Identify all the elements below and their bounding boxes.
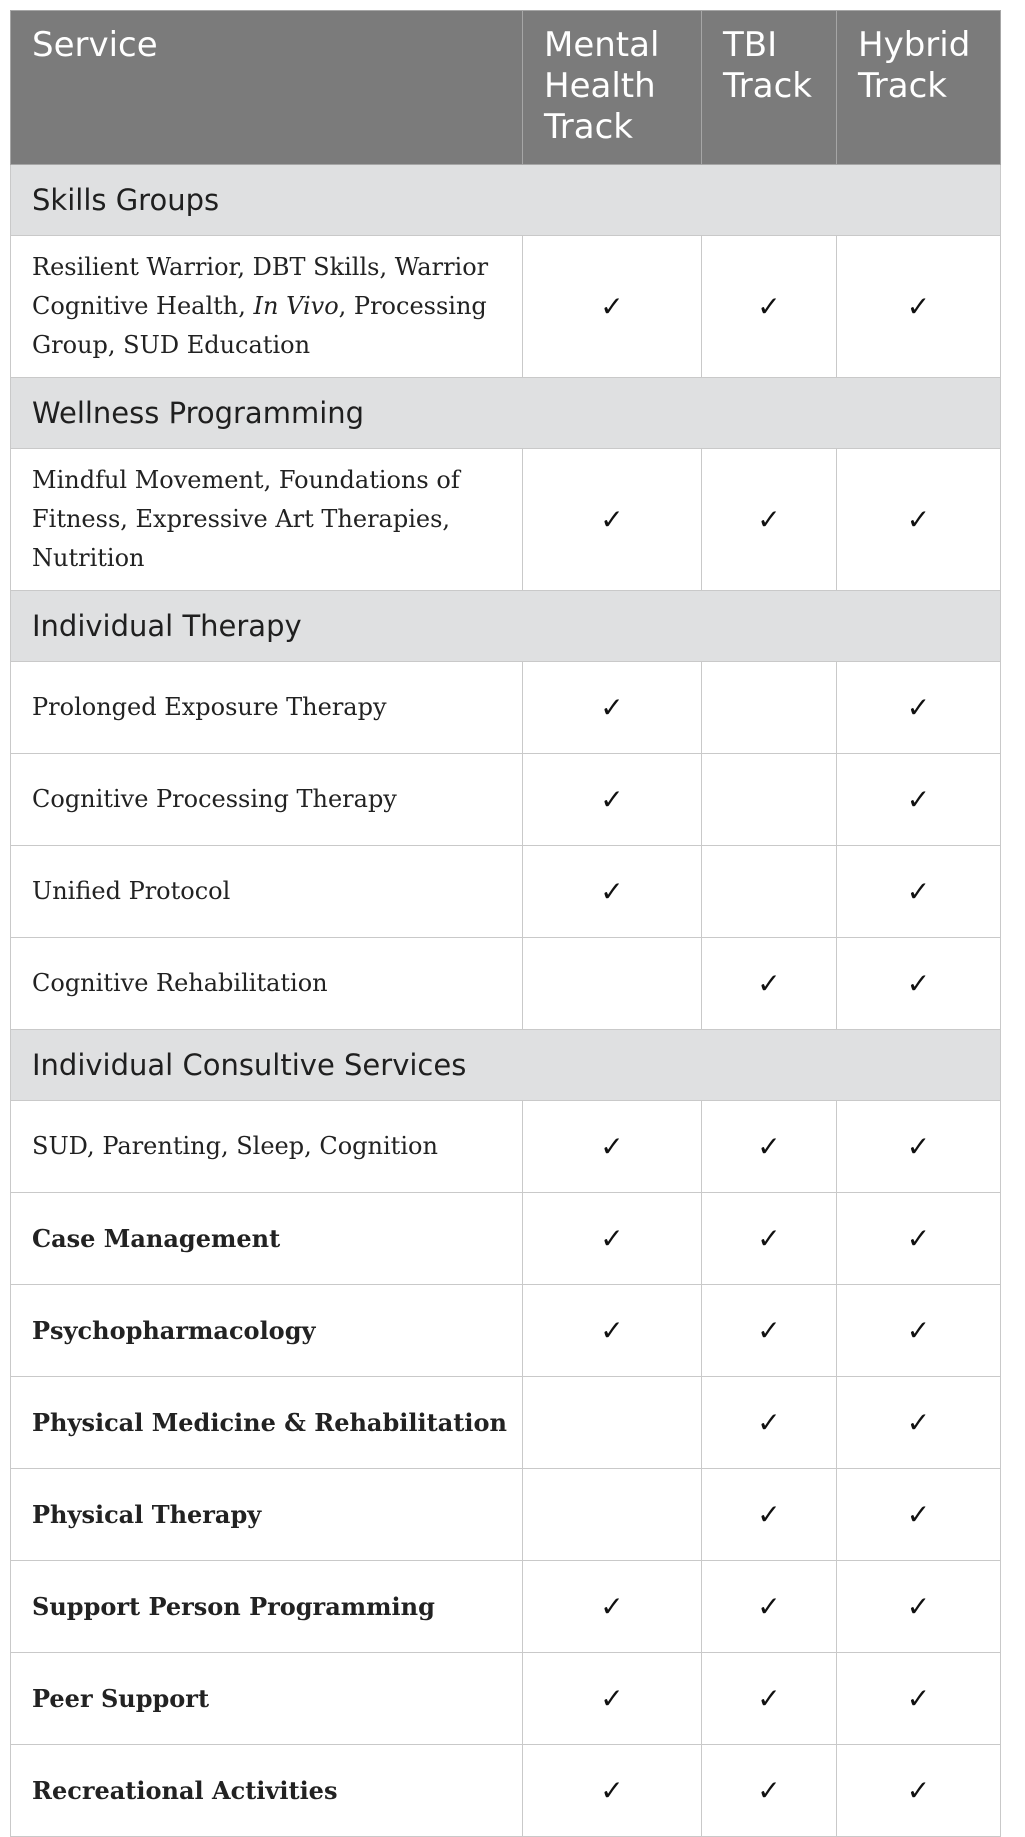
checkmark-icon: ✓ — [906, 290, 931, 323]
table-row — [11, 1745, 1001, 1837]
check-cell-mental-health — [523, 1377, 702, 1469]
section-title: Wellness Programming — [11, 378, 1001, 449]
checkmark-icon: ✓ — [600, 1774, 624, 1807]
checkmark-icon: ✓ — [600, 783, 624, 816]
checkmark-icon: ✓ — [906, 503, 931, 536]
service-text: Unified Protocol — [32, 877, 231, 905]
service-text: SUD, Parenting, Sleep, Cognition — [32, 1132, 438, 1160]
service-text: Prolonged Exposure Therapy — [32, 693, 387, 721]
check-cell-tbi — [702, 846, 837, 938]
service-text: Case Management — [32, 1224, 281, 1253]
check-cell-hybrid — [837, 449, 1001, 591]
section-title: Skills Groups — [11, 165, 1001, 236]
service-text: Mindful Movement, Foundations of Fitness, Expressive Art Therapies, Nutrition — [32, 466, 460, 572]
check-cell-mental-health — [523, 1745, 702, 1837]
checkmark-icon: ✓ — [906, 1682, 931, 1715]
table-row — [11, 938, 1001, 1030]
check-cell-tbi — [702, 754, 837, 846]
checkmark-icon: ✓ — [906, 1314, 931, 1347]
checkmark-icon: ✓ — [600, 1314, 624, 1347]
table-row — [11, 1285, 1001, 1377]
service-text-italic: In Vivo — [253, 292, 339, 320]
checkmark-icon: ✓ — [757, 1774, 781, 1807]
check-cell-hybrid — [837, 1561, 1001, 1653]
service-text: Peer Support — [32, 1684, 210, 1713]
check-cell-mental-health — [523, 1193, 702, 1285]
check-cell-hybrid — [837, 1193, 1001, 1285]
check-cell-mental-health — [523, 236, 702, 378]
check-cell-tbi — [702, 1193, 837, 1285]
header-tbi-track: TBI Track — [702, 11, 837, 165]
check-cell-mental-health — [523, 754, 702, 846]
section-row — [11, 1030, 1001, 1101]
table-row — [11, 1101, 1001, 1193]
checkmark-icon: ✓ — [757, 1498, 781, 1531]
checkmark-icon: ✓ — [906, 875, 931, 908]
section-row — [11, 591, 1001, 662]
checkmark-icon: ✓ — [757, 1682, 781, 1715]
checkmark-icon: ✓ — [757, 1590, 781, 1623]
check-cell-tbi — [702, 1745, 837, 1837]
header-service: Service — [11, 11, 523, 165]
check-cell-mental-health — [523, 846, 702, 938]
table-row — [11, 662, 1001, 754]
checkmark-icon: ✓ — [600, 1222, 624, 1255]
service-name — [11, 938, 523, 1030]
service-name — [11, 1653, 523, 1745]
checkmark-icon: ✓ — [600, 290, 624, 323]
checkmark-icon: ✓ — [600, 1682, 624, 1715]
service-name — [11, 236, 523, 378]
check-cell-tbi — [702, 449, 837, 591]
checkmark-icon: ✓ — [906, 783, 931, 816]
check-cell-tbi — [702, 236, 837, 378]
header-row — [11, 11, 1001, 165]
check-cell-hybrid — [837, 1745, 1001, 1837]
checkmark-icon: ✓ — [757, 1314, 781, 1347]
check-cell-hybrid — [837, 1469, 1001, 1561]
table-row — [11, 1653, 1001, 1745]
service-text: Physical Medicine & Rehabilitation — [32, 1408, 507, 1437]
checkmark-icon: ✓ — [757, 1130, 781, 1163]
check-cell-mental-health — [523, 1101, 702, 1193]
section-title: Individual Consultive Services — [11, 1030, 1001, 1101]
checkmark-icon: ✓ — [906, 1498, 931, 1531]
check-cell-hybrid — [837, 1653, 1001, 1745]
section-row — [11, 378, 1001, 449]
check-cell-hybrid — [837, 846, 1001, 938]
check-cell-tbi — [702, 662, 837, 754]
checkmark-icon: ✓ — [906, 1406, 931, 1439]
service-name — [11, 846, 523, 938]
service-name — [11, 662, 523, 754]
table-row — [11, 846, 1001, 938]
header-mental-health-track: Mental Health Track — [523, 11, 702, 165]
check-cell-tbi — [702, 1653, 837, 1745]
checkmark-icon: ✓ — [757, 1222, 781, 1255]
check-cell-mental-health — [523, 1285, 702, 1377]
checkmark-icon: ✓ — [757, 967, 781, 1000]
checkmark-icon: ✓ — [906, 1590, 931, 1623]
header-hybrid-track: Hybrid Track — [837, 11, 1001, 165]
check-cell-hybrid — [837, 754, 1001, 846]
checkmark-icon: ✓ — [757, 503, 781, 536]
check-cell-mental-health — [523, 1561, 702, 1653]
check-cell-mental-health — [523, 449, 702, 591]
service-text-continued: , Processing Group, SUD Education — [32, 292, 487, 359]
check-cell-mental-health — [523, 662, 702, 754]
table-row — [11, 754, 1001, 846]
checkmark-icon: ✓ — [906, 691, 931, 724]
check-cell-hybrid — [837, 236, 1001, 378]
check-cell-tbi — [702, 1285, 837, 1377]
service-name — [11, 1377, 523, 1469]
checkmark-icon: ✓ — [600, 1590, 624, 1623]
service-text: Resilient Warrior, DBT Skills, Warrior Cognitive Health, — [32, 253, 489, 320]
table-body — [11, 165, 1001, 1837]
service-text: Recreational Activities — [32, 1776, 338, 1805]
checkmark-icon: ✓ — [906, 1774, 931, 1807]
services-table — [10, 10, 1001, 1837]
checkmark-icon: ✓ — [600, 691, 624, 724]
service-text: Cognitive Processing Therapy — [32, 785, 397, 813]
check-cell-mental-health — [523, 1653, 702, 1745]
table-row — [11, 1561, 1001, 1653]
service-text: Psychopharmacology — [32, 1316, 316, 1345]
service-text: Physical Therapy — [32, 1500, 262, 1529]
service-name — [11, 1193, 523, 1285]
check-cell-tbi — [702, 1561, 837, 1653]
service-name — [11, 1469, 523, 1561]
service-text: Support Person Programming — [32, 1592, 435, 1621]
checkmark-icon: ✓ — [906, 1222, 931, 1255]
service-name — [11, 754, 523, 846]
checkmark-icon: ✓ — [600, 503, 624, 536]
check-cell-tbi — [702, 1469, 837, 1561]
table-row — [11, 236, 1001, 378]
checkmark-icon: ✓ — [600, 875, 624, 908]
service-name — [11, 1285, 523, 1377]
check-cell-tbi — [702, 1377, 837, 1469]
check-cell-hybrid — [837, 1377, 1001, 1469]
check-cell-hybrid — [837, 662, 1001, 754]
service-text: Cognitive Rehabilitation — [32, 969, 328, 997]
service-name — [11, 449, 523, 591]
table-row — [11, 1193, 1001, 1285]
check-cell-hybrid — [837, 938, 1001, 1030]
table-row — [11, 1469, 1001, 1561]
checkmark-icon: ✓ — [757, 1406, 781, 1439]
check-cell-hybrid — [837, 1101, 1001, 1193]
service-name — [11, 1101, 523, 1193]
check-cell-tbi — [702, 938, 837, 1030]
service-name — [11, 1745, 523, 1837]
check-cell-mental-health — [523, 938, 702, 1030]
checkmark-icon: ✓ — [757, 290, 781, 323]
service-name — [11, 1561, 523, 1653]
table-row — [11, 1377, 1001, 1469]
check-cell-mental-health — [523, 1469, 702, 1561]
table-row — [11, 449, 1001, 591]
checkmark-icon: ✓ — [906, 967, 931, 1000]
checkmark-icon: ✓ — [600, 1130, 624, 1163]
section-title: Individual Therapy — [11, 591, 1001, 662]
check-cell-tbi — [702, 1101, 837, 1193]
checkmark-icon: ✓ — [906, 1130, 931, 1163]
check-cell-hybrid — [837, 1285, 1001, 1377]
section-row — [11, 165, 1001, 236]
